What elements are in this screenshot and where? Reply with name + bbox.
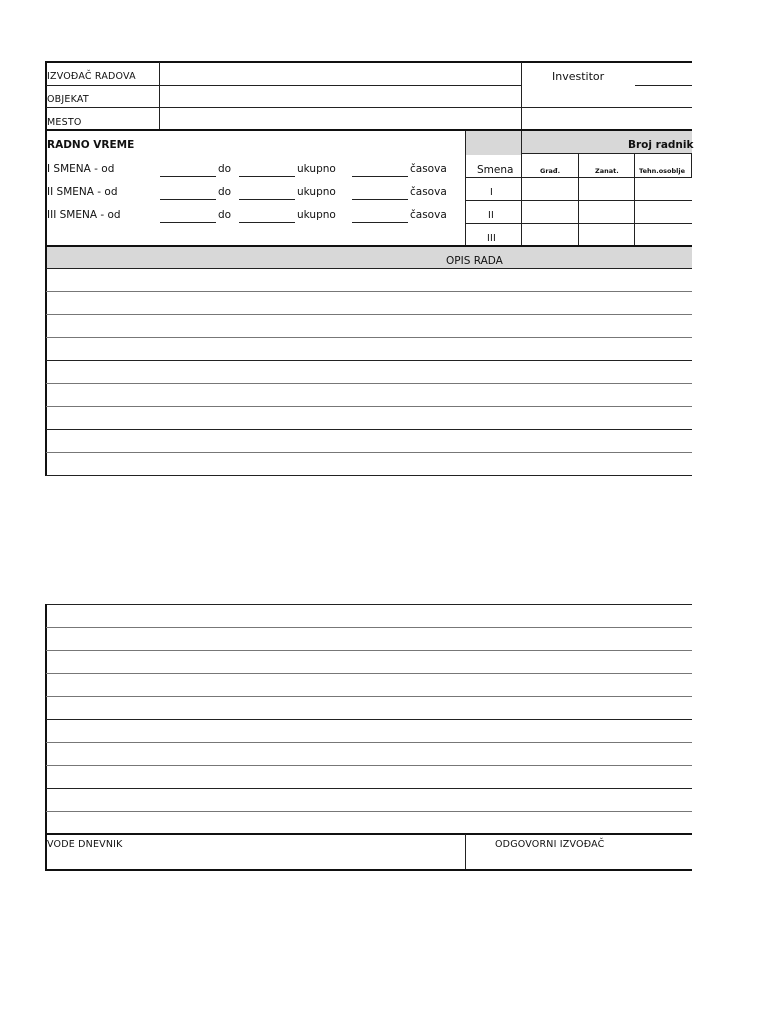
shift-hours-label: časova — [410, 186, 447, 198]
shift-label: II SMENA - od — [47, 186, 118, 198]
shift-total-label: ukupno — [297, 186, 336, 198]
notes-line[interactable] — [46, 765, 692, 766]
shift-to-field[interactable] — [239, 176, 295, 177]
shift-total-label: ukupno — [297, 209, 336, 221]
shift-total-label: ukupno — [297, 163, 336, 175]
shift-from-field[interactable] — [160, 199, 216, 200]
notes-line[interactable] — [46, 627, 692, 628]
notes-line[interactable] — [46, 788, 692, 789]
shift-label: III SMENA - od — [47, 209, 121, 221]
diary-keeper-signature-field[interactable] — [47, 852, 463, 868]
shift-hours-label: časova — [410, 163, 447, 175]
place-label: MESTO — [47, 117, 82, 128]
investor-label: Investitor — [552, 70, 605, 83]
shift-numeral-2: II — [488, 210, 495, 221]
workers-cell[interactable] — [579, 201, 634, 223]
object-label: OBJEKAT — [47, 94, 89, 105]
diary-keeper-label: VODE DNEVNIK — [47, 839, 123, 850]
notes-line[interactable] — [46, 719, 692, 720]
workers-cell[interactable] — [522, 201, 578, 223]
description-line[interactable] — [46, 429, 692, 430]
contractor-label: IZVOĐAČ RADOVA — [47, 71, 136, 82]
investor-field[interactable] — [635, 63, 691, 84]
responsible-contractor-label: ODGOVORNI IZVOĐAČ — [495, 839, 605, 850]
description-line[interactable] — [46, 337, 692, 338]
description-line[interactable] — [46, 314, 692, 315]
contractor-field[interactable] — [161, 63, 519, 84]
place-field[interactable] — [161, 109, 519, 129]
shift-numeral-1: I — [490, 187, 494, 198]
workers-cell[interactable] — [579, 178, 634, 200]
shift-hours-label: časova — [410, 209, 447, 221]
workers-cell[interactable] — [635, 178, 691, 200]
object-field[interactable] — [161, 87, 519, 106]
description-line[interactable] — [46, 452, 692, 453]
shift-total-field[interactable] — [352, 199, 408, 200]
shift-to-label: do — [218, 163, 232, 175]
shift-total-field[interactable] — [352, 222, 408, 223]
workers-cell[interactable] — [522, 178, 578, 200]
workers-col-2: Zanat. — [595, 167, 619, 175]
workers-cell[interactable] — [635, 201, 691, 223]
description-title: OPIS RADA — [446, 255, 503, 267]
workers-cell[interactable] — [579, 224, 634, 245]
workers-col-1: Građ. — [540, 167, 561, 175]
shift-from-field[interactable] — [160, 222, 216, 223]
responsible-contractor-signature-field[interactable] — [467, 852, 691, 868]
notes-line[interactable] — [46, 811, 692, 812]
shift-to-field[interactable] — [239, 199, 295, 200]
description-line[interactable] — [46, 291, 692, 292]
shift-to-label: do — [218, 186, 232, 198]
workers-title: Broj radnik — [628, 139, 694, 151]
workers-cell[interactable] — [522, 224, 578, 245]
shift-numeral-3: III — [487, 233, 497, 244]
workers-col-3: Tehn.osoblje — [639, 167, 686, 175]
notes-line[interactable] — [46, 673, 692, 674]
description-line[interactable] — [46, 406, 692, 407]
workers-cell[interactable] — [635, 224, 691, 245]
notes-line[interactable] — [46, 742, 692, 743]
description-line[interactable] — [46, 360, 692, 361]
shift-label: I SMENA - od — [47, 163, 115, 175]
shift-from-field[interactable] — [160, 176, 216, 177]
notes-line[interactable] — [46, 650, 692, 651]
description-line[interactable] — [46, 383, 692, 384]
shift-to-label: do — [218, 209, 232, 221]
shift-total-field[interactable] — [352, 176, 408, 177]
shift-to-field[interactable] — [239, 222, 295, 223]
working-time-title: RADNO VREME — [47, 139, 135, 151]
notes-line[interactable] — [46, 696, 692, 697]
shift-col-header: Smena — [477, 164, 514, 176]
